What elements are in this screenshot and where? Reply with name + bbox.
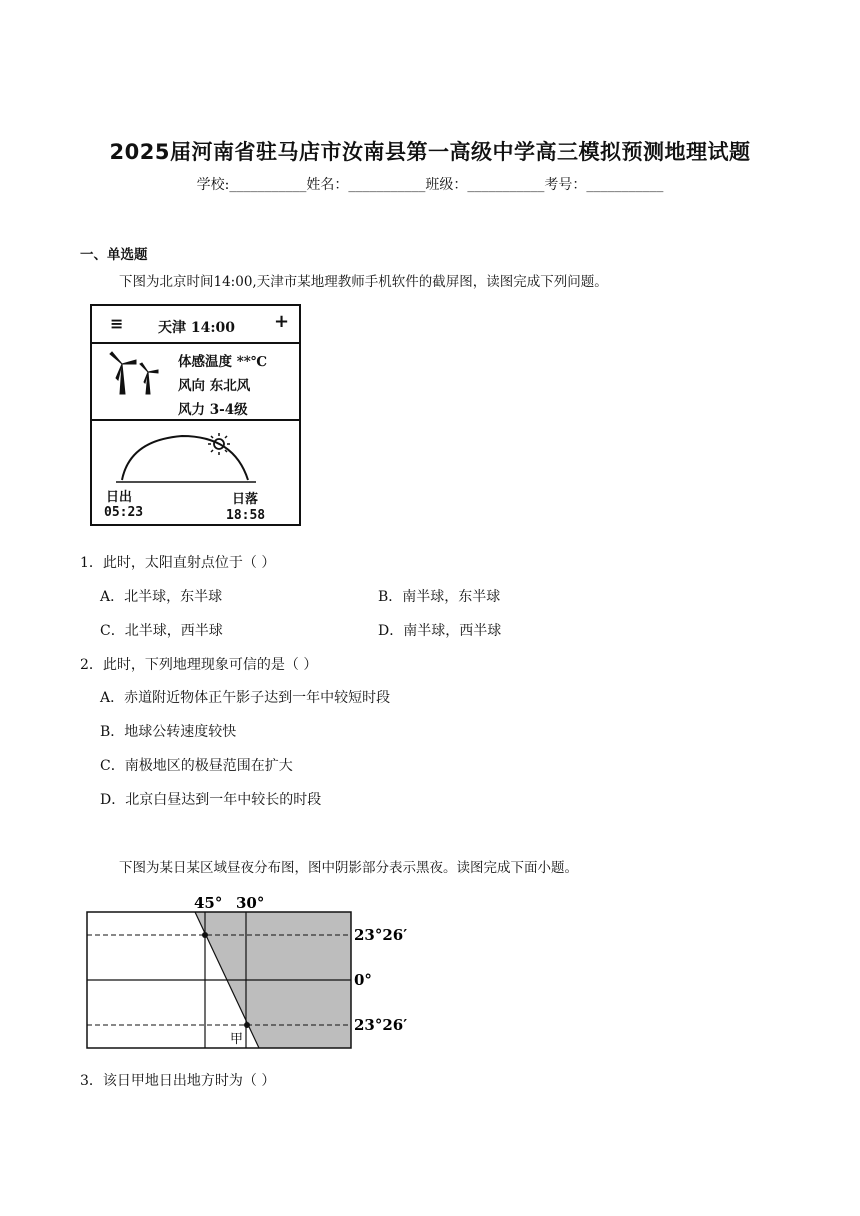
sunset-time: 18:58 (226, 508, 266, 523)
page-title: 2025届河南省驻马店市汝南县第一高级中学高三模拟预测地理试题 (109, 140, 751, 164)
question-2-option-d: D．北京白昼达到一年中较长的时段 (100, 792, 322, 808)
section-heading: 一、单选题 (80, 247, 148, 263)
point-jia-label: 甲 (230, 1032, 244, 1047)
add-icon: + (274, 311, 290, 332)
sun-path-arc (116, 424, 256, 484)
lat-label-top: 23°26′ (354, 926, 408, 944)
question-1-option-d: D．南半球，西半球 (378, 623, 502, 639)
sunset-label: 日落 (232, 492, 259, 507)
feel-temperature: 体感温度 **℃ (178, 354, 267, 370)
question-2-option-a: A．赤道附近物体正午影子达到一年中较短时段 (100, 690, 391, 706)
sunrise-time: 05:23 (104, 505, 144, 520)
wind-force: 风力 3-4级 (178, 402, 248, 418)
city-time-label: 天津 14:00 (158, 320, 236, 336)
lat-label-bottom: 23°26′ (354, 1016, 408, 1034)
lon-label-45: 45° (194, 894, 223, 912)
lon-label-30: 30° (236, 894, 265, 912)
menu-icon: ≡ (110, 314, 124, 333)
wind-direction: 风向 东北风 (178, 378, 251, 394)
question-1-option-b: B．南半球，东半球 (378, 589, 501, 605)
middle-divider (92, 419, 299, 421)
question-2-option-b: B．地球公转速度较快 (100, 724, 237, 740)
day-night-map (84, 888, 424, 1052)
question-1-stem: 1．此时，太阳直射点位于（ ） (80, 555, 276, 571)
sunrise-label: 日出 (106, 490, 133, 505)
header-divider (92, 342, 299, 344)
question-1-option-c: C．北半球，西半球 (100, 623, 223, 639)
question-1-option-a: A．北半球，东半球 (100, 589, 223, 605)
question-3-stem: 3．该日甲地日出地方时为（ ） (80, 1073, 276, 1089)
intro-paragraph-2: 下图为某日某区域昼夜分布图，图中阴影部分表示黑夜。读图完成下面小题。 (119, 860, 578, 876)
intro-paragraph-1: 下图为北京时间14:00,天津市某地理教师手机软件的截屏图，读图完成下列问题。 (119, 274, 608, 290)
wind-turbine-icon (108, 350, 160, 396)
sun-icon (206, 432, 232, 456)
student-info-line: 学校:___________姓名：___________班级：___________考号：___________ (196, 177, 664, 193)
lat-label-equator: 0° (354, 971, 372, 989)
weather-app-figure (90, 304, 301, 526)
intersection-point-north (202, 932, 208, 938)
question-2-option-c: C．南极地区的极昼范围在扩大 (100, 758, 293, 774)
point-jia-marker (244, 1022, 250, 1028)
question-2-stem: 2．此时，下列地理现象可信的是（ ） (80, 657, 318, 673)
